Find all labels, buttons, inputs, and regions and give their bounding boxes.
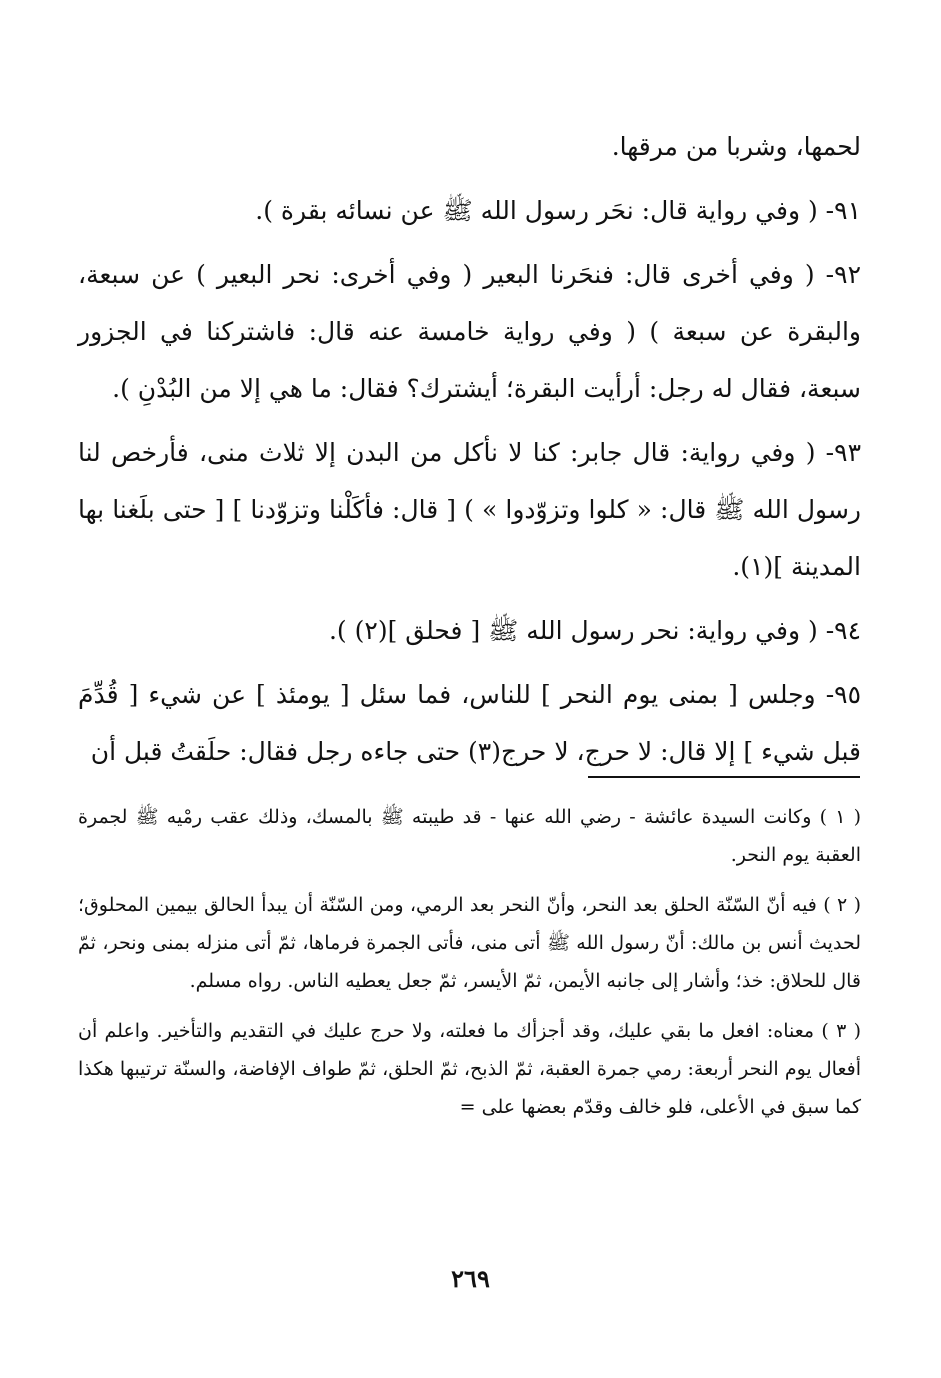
hadith-93: ٩٣- ( وفي رواية: قال جابر: كنا لا نأكل من البدن إلا ثلاث منى، فأرخص لنا رسول الله ﷺ قال: « كلوا وتزوّدوا » ) [ قال: فأكَلْنا وتزوّدنا ] [ حتى بلَغنا بها المدينة ](١). — [78, 438, 861, 581]
hadith-92: ٩٢- ( وفي أخرى قال: فنحَرنا البعير ( وفي أخرى: نحر البعير ) عن سبعة، والبقرة عن سبعة ) ( وفي رواية خامسة عنه قال: فاشتركنا في الجزور سبعة، فقال له رجل: أرأيت البقرة؛ أيشترك؟ فقال: ما هي إلا من البُدْنِ ). — [78, 260, 861, 403]
footnote-separator — [588, 776, 860, 778]
page-number: ٢٦٩ — [451, 1264, 490, 1293]
hadith-91: ٩١- ( وفي رواية قال: نحَر رسول الله ﷺ عن نسائه بقرة ). — [255, 196, 861, 225]
footnotes — [78, 798, 861, 1138]
main-text — [78, 118, 861, 787]
footnote-1: ( ١ ) وكانت السيدة عائشة - رضي الله عنها - قد طيبته ﷺ بالمسك، وذلك عقب رمْيه ﷺ لجمرة العقبة يوم النحر. — [78, 806, 861, 866]
footnote-2: ( ٢ ) فيه أنّ السّنّة الحلق بعد النحر، وأنّ النحر بعد الرمي، ومن السّنّة أن يبدأ الحالق بيمين المحلوق؛ لحديث أنس بن مالك: أنّ رسول الله ﷺ أتى منى، فأتى الجمرة فرماها، ثمّ أتى منزله بمنى ونحر، ثمّ قال للحلاق: خذ؛ وأشار إلى جانبه الأيمن، ثمّ الأيسر، ثمّ جعل يعطيه الناس. رواه مسلم. — [78, 894, 861, 992]
hadith-95: ٩٥- وجلس [ بمنى يوم النحر ] للناس، فما سئل [ يومئذ ] عن شيء [ قُدِّمَ قبل شيء ] إلا قال: لا حرج، لا حرج(٣) حتى جاءه رجل فقال: حلَقتُ قبل أن — [78, 680, 861, 766]
footnote-3: ( ٣ ) معناه: افعل ما بقي عليك، وقد أجزأك ما فعلته، ولا حرج عليك في التقديم والتأخير. واعلم أن أفعال يوم النحر أربعة: رمي جمرة العقبة، ثمّ الذبح، ثمّ الحلق، ثمّ طواف الإفاضة، والسنّة ترتيبها هكذا كما سبق في الأعلى، فلو خالف وقدّم بعضها على = — [78, 1020, 862, 1118]
hadith-94: ٩٤- ( وفي رواية: نحر رسول الله ﷺ [ فحلق ](٢) ). — [328, 616, 861, 645]
paragraph-continuation: لحمها، وشربا من مرقها. — [611, 132, 861, 161]
